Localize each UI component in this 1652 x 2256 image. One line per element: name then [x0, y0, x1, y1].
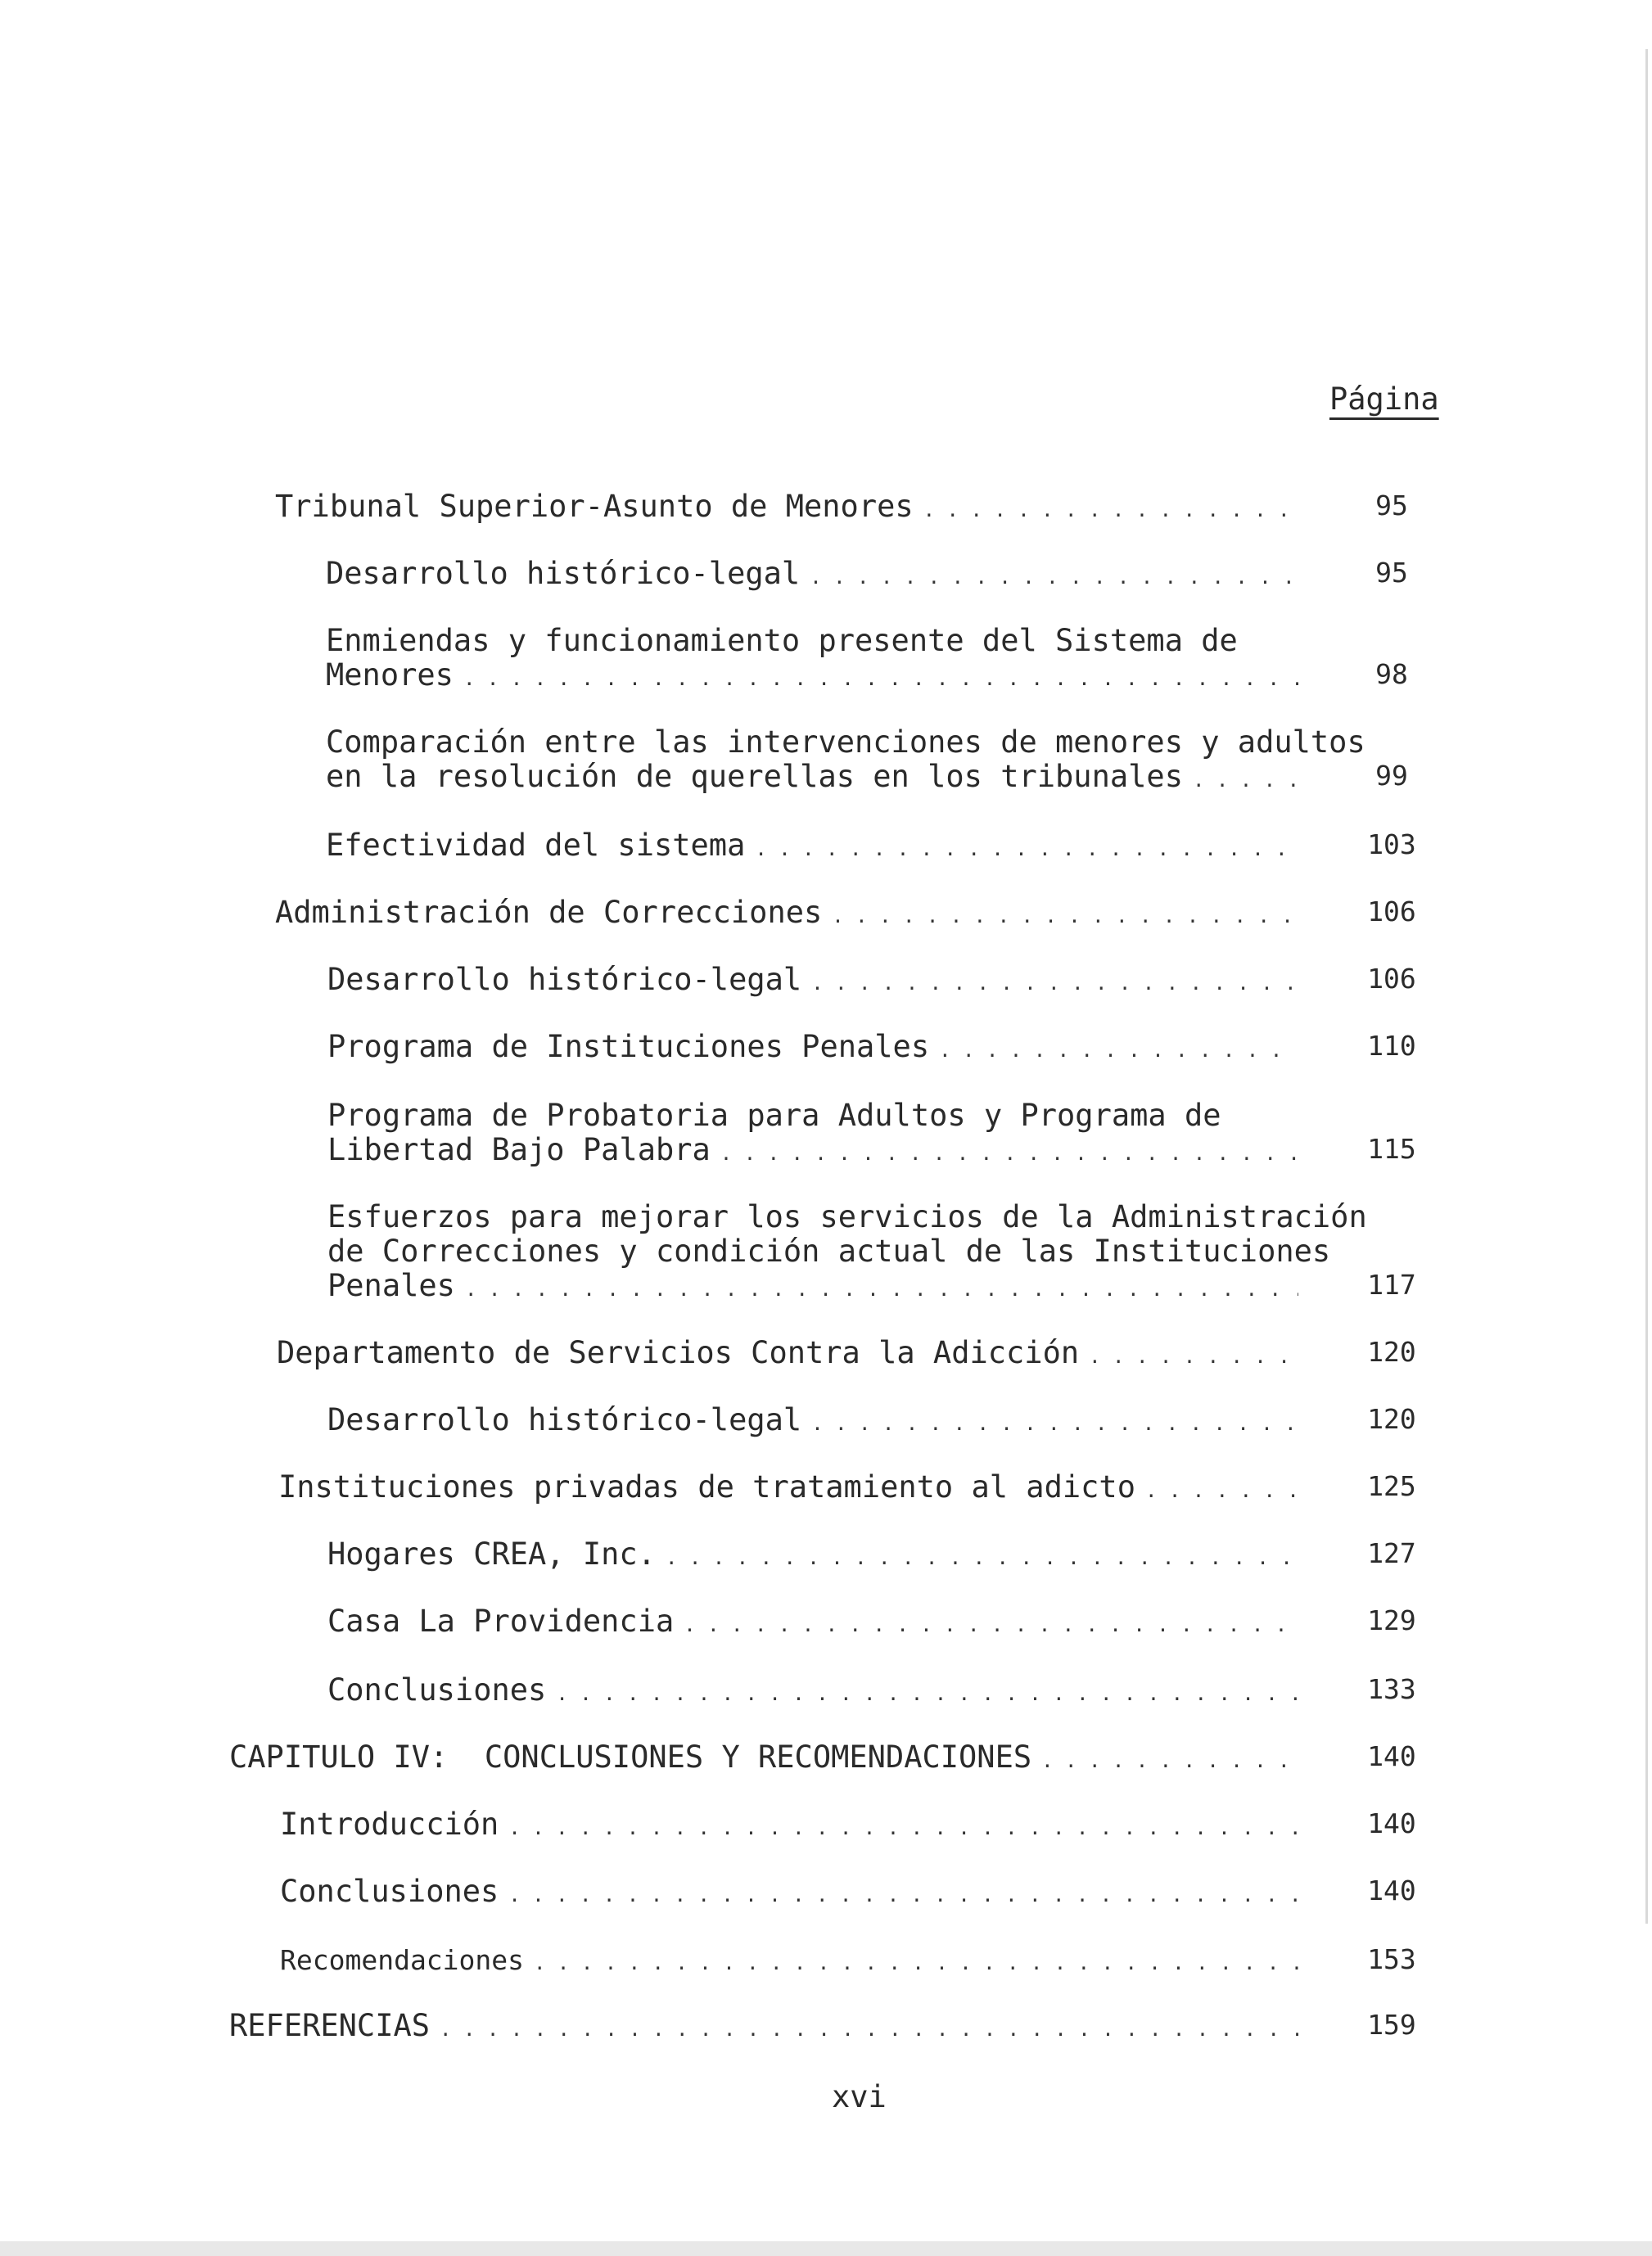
- toc-entry-title: Hogares CREA, Inc.: [327, 1536, 656, 1572]
- dot-leader: [1193, 760, 1298, 797]
- toc-entry-line: [229, 2009, 1298, 2046]
- toc-entry-title: Recomendaciones: [280, 1944, 525, 1976]
- toc-page-number: 140: [1367, 1807, 1416, 1839]
- toc-entry: [327, 1030, 1298, 1067]
- toc-entry: [326, 624, 1298, 696]
- toc-entry: [280, 1875, 1298, 1912]
- toc-page-number: 106: [1367, 963, 1416, 995]
- toc-entry: [275, 896, 1298, 933]
- toc-entry-title: Tribunal Superior-Asunto de Menores: [275, 489, 914, 524]
- toc-entry-line: [277, 1336, 1298, 1374]
- dot-leader: [463, 658, 1298, 696]
- dot-leader: [465, 1269, 1298, 1306]
- dot-leader: [755, 828, 1298, 866]
- toc-entry-line: [327, 1403, 1298, 1441]
- toc-entry-line: [327, 1234, 1331, 1269]
- dot-leader: [508, 1875, 1298, 1912]
- toc-entry: [277, 1336, 1298, 1374]
- toc-entry-title: Administración de Correcciones: [275, 895, 823, 930]
- toc-page-number: 103: [1367, 828, 1416, 860]
- toc-entry-title: Esfuerzos para mejorar los servicios de la Administración: [327, 1199, 1367, 1234]
- scan-bottom-edge: [0, 2241, 1652, 2256]
- toc-entry-title: Comparación entre las intervenciones de menores y adultos: [326, 724, 1365, 760]
- toc-page-number: 120: [1367, 1403, 1416, 1435]
- toc-entry-chapter: [229, 2009, 1298, 2046]
- toc-entry-line: [278, 1470, 1298, 1508]
- toc-page-number: 95: [1375, 490, 1408, 521]
- toc-page-number: 115: [1367, 1133, 1416, 1165]
- toc-entry-title-cont: Menores: [326, 657, 454, 693]
- toc-entry-title: Desarrollo histórico-legal: [327, 1402, 802, 1437]
- toc-entry-line: [327, 1099, 1298, 1133]
- toc-entry-line: [326, 724, 1365, 760]
- toc-entry: [327, 1403, 1298, 1441]
- dot-leader: [666, 1537, 1298, 1575]
- toc-entry-line: [326, 760, 1298, 797]
- toc-entry-title: Conclusiones: [327, 1672, 547, 1708]
- toc-entry-line: [327, 1604, 1298, 1642]
- toc-entry-title-cont: Libertad Bajo Palabra: [327, 1132, 711, 1167]
- toc-entry-title: Casa La Providencia: [327, 1604, 675, 1639]
- pagina-column-header: Página: [1329, 381, 1439, 417]
- toc-entry-title: Conclusiones: [280, 1874, 499, 1909]
- toc-entry-title: Programa de Probatoria para Adultos y Programa de: [327, 1098, 1221, 1133]
- toc-page-number: 117: [1367, 1269, 1416, 1301]
- toc-entry-line: [275, 490, 1298, 527]
- toc-entry-title: Desarrollo histórico-legal: [326, 556, 801, 591]
- toc-entry: [327, 1673, 1298, 1711]
- toc-chapter-title: CAPITULO IV: CONCLUSIONES Y RECOMENDACIONES: [229, 1739, 1032, 1775]
- toc-page-number: 133: [1367, 1673, 1416, 1705]
- toc-entry-line: [229, 1740, 1298, 1778]
- toc-page-number: 99: [1375, 760, 1408, 792]
- toc-page-number: 125: [1367, 1470, 1416, 1502]
- toc-chapter-title: REFERENCIAS: [229, 2008, 431, 2043]
- toc-entry: [326, 557, 1298, 594]
- toc-entry-title: Introducción: [280, 1807, 499, 1842]
- toc-page-number: 127: [1367, 1537, 1416, 1569]
- dot-leader: [1041, 1740, 1298, 1778]
- dot-leader: [811, 963, 1298, 1000]
- toc-entry-line: [275, 896, 1298, 933]
- toc-page-number: 159: [1367, 2009, 1416, 2041]
- dot-leader: [810, 557, 1298, 594]
- toc-entry: [327, 1099, 1298, 1171]
- toc-entry: [327, 1537, 1298, 1575]
- toc-entry-line: [327, 1673, 1298, 1711]
- toc-page-number: 129: [1367, 1604, 1416, 1636]
- toc-entry-line: [280, 1807, 1298, 1845]
- toc-entry: [327, 963, 1298, 1000]
- toc-page-number: 95: [1375, 557, 1408, 589]
- toc-entry-line: [326, 658, 1298, 696]
- dot-leader: [556, 1673, 1298, 1711]
- toc-page-number: 153: [1367, 1943, 1416, 1975]
- dot-leader: [832, 896, 1298, 933]
- scan-edge-shadow: [1645, 49, 1648, 1924]
- toc-page-number: 106: [1367, 896, 1416, 927]
- dot-leader: [1089, 1336, 1298, 1374]
- toc-entry-line: [327, 1537, 1298, 1575]
- toc-entry-line: [326, 828, 1298, 866]
- dot-leader: [923, 490, 1298, 527]
- toc-entry-title: Programa de Instituciones Penales: [327, 1029, 930, 1064]
- toc-entry-title: Desarrollo histórico-legal: [327, 962, 802, 997]
- toc-entry: [327, 1604, 1298, 1642]
- dot-leader: [811, 1403, 1298, 1441]
- toc-entry-title: Instituciones privadas de tratamiento al adicto: [278, 1469, 1135, 1505]
- toc-entry-line: [327, 1133, 1298, 1171]
- toc-entry-title: Efectividad del sistema: [326, 828, 746, 863]
- toc-entry-line: [326, 557, 1298, 594]
- toc-page-number: 140: [1367, 1740, 1416, 1772]
- toc-entry: [275, 490, 1298, 527]
- dot-leader: [939, 1030, 1298, 1067]
- toc-page-number: 98: [1375, 658, 1408, 690]
- dot-leader: [720, 1133, 1298, 1171]
- footer-page-number: xvi: [832, 2079, 887, 2114]
- toc-page-number: 110: [1367, 1030, 1416, 1062]
- toc-entry-line: [280, 1875, 1298, 1912]
- toc-entry: [280, 1943, 1298, 1980]
- toc-page-number: 120: [1367, 1336, 1416, 1368]
- toc-entry: [327, 1199, 1367, 1306]
- toc-entry-line: [326, 624, 1298, 658]
- toc-entry: [326, 724, 1365, 797]
- toc-entry-title: Departamento de Servicios Contra la Adicción: [277, 1335, 1080, 1370]
- toc-entry-line: [327, 1269, 1298, 1306]
- toc-entry-title: Enmiendas y funcionamiento presente del Sistema de: [326, 623, 1238, 658]
- toc-entry-line: [327, 963, 1298, 1000]
- toc-entry: [280, 1807, 1298, 1845]
- dot-leader: [508, 1807, 1298, 1845]
- toc-entry-line: [327, 1030, 1298, 1067]
- dot-leader: [534, 1943, 1298, 1980]
- toc-entry-title-cont: en la resolución de querellas en los tribunales: [326, 759, 1183, 794]
- toc-entry-title-cont: Penales: [327, 1268, 455, 1303]
- toc-entry-line: [280, 1943, 1298, 1980]
- toc-entry-title-cont: de Correcciones y condición actual de las Instituciones: [327, 1234, 1331, 1269]
- dot-leader: [440, 2009, 1298, 2046]
- toc-entry-line: [327, 1199, 1367, 1234]
- toc-entry-chapter: [229, 1740, 1298, 1778]
- dot-leader: [684, 1604, 1298, 1642]
- toc-entry: [278, 1470, 1298, 1508]
- toc-page-number: 140: [1367, 1875, 1416, 1906]
- dot-leader: [1145, 1470, 1298, 1508]
- toc-entry: [326, 828, 1298, 866]
